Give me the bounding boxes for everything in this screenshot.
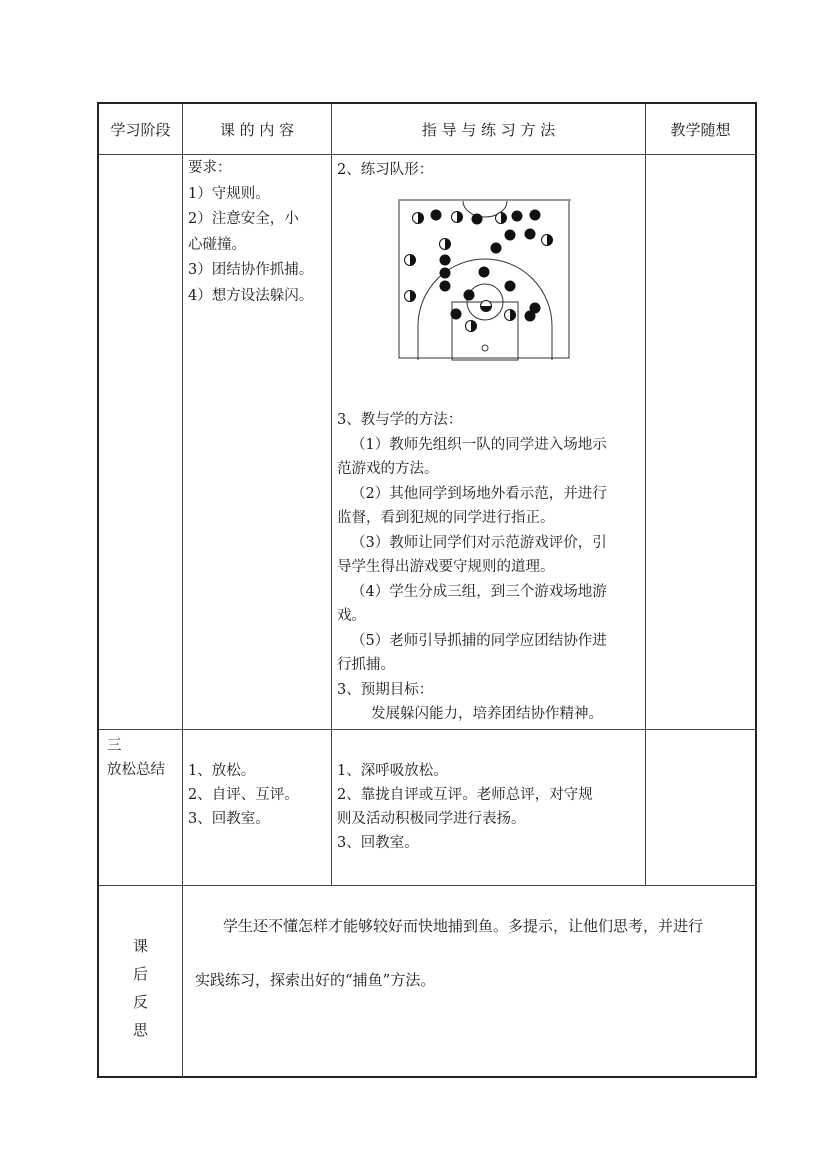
goal-text: 发展躲闪能力，培养团结协作精神。 xyxy=(371,706,603,722)
row-divider-1 xyxy=(99,729,755,730)
student-marker xyxy=(413,213,424,224)
requirement-item: 4）想方设法躲闪。 xyxy=(188,287,314,304)
student-marker xyxy=(491,243,502,254)
requirement-item: 3）团结协作抓捕。 xyxy=(188,262,314,278)
method-item: 导学生得出游戏要守规则的道理。 xyxy=(337,559,555,575)
requirement-item: 2）注意安全，小 xyxy=(188,211,299,227)
column-divider-3 xyxy=(645,104,646,885)
formation-title: 2、练习队形： xyxy=(337,162,434,178)
student-marker xyxy=(472,214,483,225)
student-marker xyxy=(530,210,541,221)
student-marker xyxy=(505,230,516,241)
column-divider-1 xyxy=(182,104,183,885)
reflection-label-char: 反 xyxy=(132,993,148,1011)
methods-block xyxy=(337,408,641,727)
student-marker xyxy=(479,267,490,278)
students-group xyxy=(405,210,553,332)
student-marker xyxy=(405,255,416,266)
row-divider-2 xyxy=(99,885,755,886)
relax-content-item: 3、回教室。 xyxy=(188,811,270,827)
reflection-label-char: 后 xyxy=(132,965,148,983)
method-item: 戏。 xyxy=(337,608,366,624)
student-marker xyxy=(431,210,442,221)
student-marker xyxy=(505,310,516,321)
reflection-label-char: 课 xyxy=(132,937,148,955)
relax-guidance-item: 1、深呼吸放松。 xyxy=(337,763,448,779)
requirement-item: 1）守规则。 xyxy=(188,185,270,202)
student-marker xyxy=(481,301,492,312)
column-divider-reflection xyxy=(182,885,183,1078)
court-lines xyxy=(398,200,571,360)
student-marker xyxy=(452,212,463,223)
stage-name: 放松总结 xyxy=(107,762,165,778)
student-marker xyxy=(542,235,553,246)
relax-stage xyxy=(107,734,181,782)
student-marker xyxy=(440,255,451,266)
student-marker xyxy=(440,268,451,279)
method-item: （1）教师先组织一队的同学进入场地示 xyxy=(351,436,607,453)
methods-title: 3、教与学的方法： xyxy=(337,412,463,428)
reflection-label xyxy=(99,932,182,1044)
relax-content xyxy=(188,759,330,831)
header-guidance: 指 导 与 练 习 方 法 xyxy=(421,120,556,139)
requirement-item: 心碰撞。 xyxy=(188,236,246,253)
student-marker xyxy=(405,291,416,302)
header-content: 课 的 内 容 xyxy=(219,120,295,139)
student-marker xyxy=(464,290,475,301)
student-marker xyxy=(440,281,451,292)
header-stage: 学习阶段 xyxy=(110,120,171,139)
header-divider xyxy=(99,154,755,155)
method-item: （5）老师引导抓捕的同学应团结协作进 xyxy=(351,632,607,649)
method-item: （3）教师让同学们对示范游戏评价，引 xyxy=(351,534,607,551)
relax-content-item: 1、放松。 xyxy=(188,763,256,779)
reflection-text xyxy=(195,899,755,1007)
reflection-line: 学生还不懂怎样才能够较好而快地捕到鱼。多提示，让他们思考，并进行 xyxy=(223,917,704,935)
header-notes: 教学随想 xyxy=(670,120,731,139)
method-item: （4）学生分成三组，到三个游戏场地游 xyxy=(351,583,607,600)
method-item: （2）其他同学到场地外看示范，并进行 xyxy=(351,485,607,502)
reflection-line: 实践练习，探索出好的“捕鱼”方法。 xyxy=(195,971,436,989)
student-marker xyxy=(440,239,451,250)
lesson-plan-table xyxy=(97,102,757,1078)
relax-guidance-item: 3、回教室。 xyxy=(337,835,419,851)
student-marker xyxy=(525,311,536,322)
student-marker xyxy=(496,213,507,224)
requirements-title: 要求： xyxy=(188,160,232,176)
method-item: 范游戏的方法。 xyxy=(337,461,439,477)
reflection-label-char: 思 xyxy=(132,1021,148,1039)
practice-formation-diagram xyxy=(398,198,571,361)
relax-content-item: 2、自评、互评。 xyxy=(188,787,299,803)
method-item: 行抓捕。 xyxy=(337,657,395,673)
relax-guidance-item: 2、靠拢自评或互评。老师总评，对守规 xyxy=(337,787,593,803)
method-item: 监督，看到犯规的同学进行指正。 xyxy=(337,510,555,526)
goal-title: 3、预期目标： xyxy=(337,681,434,698)
student-marker xyxy=(512,211,523,222)
stage-number: 三 xyxy=(107,738,122,754)
student-marker xyxy=(451,309,462,320)
student-marker xyxy=(525,229,536,240)
student-marker xyxy=(466,321,477,332)
relax-guidance xyxy=(337,759,641,855)
column-divider-2 xyxy=(331,104,332,885)
student-marker xyxy=(505,281,516,292)
requirements-list xyxy=(188,156,330,309)
relax-guidance-item: 则及活动积极同学进行表扬。 xyxy=(337,811,526,827)
